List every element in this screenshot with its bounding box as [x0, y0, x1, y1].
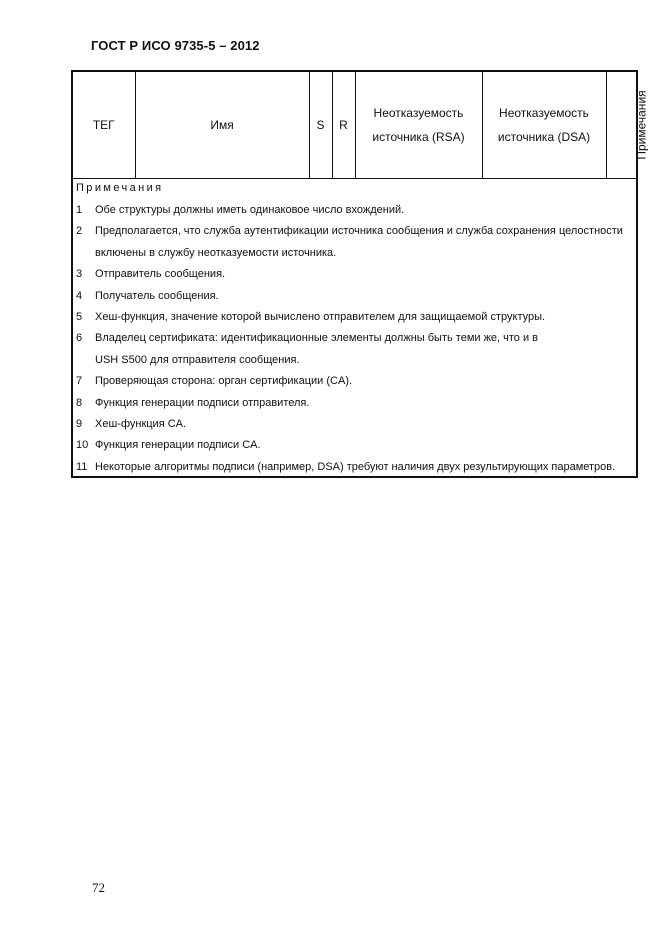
note-text: Хеш-функция CA. — [95, 418, 187, 431]
note-text: Получатель сообщения. — [95, 289, 219, 302]
note-item — [76, 393, 632, 414]
note-item — [76, 328, 632, 349]
column-header-notes-label: Примечания — [634, 90, 649, 160]
notes-title: Примечания — [76, 182, 164, 194]
column-header-notes — [606, 72, 649, 179]
column-header-tag — [73, 72, 135, 179]
note-item — [76, 221, 632, 242]
column-header-name-label: Имя — [210, 118, 234, 132]
note-item — [76, 307, 632, 328]
note-item — [76, 371, 632, 392]
data-table — [71, 70, 649, 478]
column-header-s-label: S — [316, 118, 325, 132]
note-number: 9 — [76, 418, 83, 431]
note-text: Отправитель сообщения. — [95, 268, 226, 281]
note-text: Некоторые алгоритмы подписи (например, DSA) требуют наличия двух результирующих параметров. — [95, 460, 616, 473]
column-header-dsa — [482, 72, 606, 179]
note-text: Владелец сертификата: идентификационные элементы должны быть теми же, что и в — [95, 332, 539, 345]
column-header-rsa — [355, 72, 482, 179]
table-header — [73, 72, 649, 179]
note-number: 7 — [76, 375, 83, 388]
column-header-rsa-line1: Неотказуемость — [373, 106, 464, 120]
note-item — [76, 200, 632, 221]
note-number: 11 — [76, 460, 88, 473]
page-number: 72 — [92, 880, 105, 895]
column-header-tag-label: ТЕГ — [92, 118, 115, 132]
note-number: 4 — [76, 289, 83, 302]
note-item — [76, 286, 632, 307]
note-number: 3 — [76, 268, 83, 281]
note-text: USH S500 для отправителя сообщения. — [95, 353, 300, 366]
column-header-dsa-line2: источника (DSA) — [497, 130, 591, 144]
note-item — [76, 414, 632, 435]
note-number: 2 — [76, 225, 83, 238]
column-header-dsa-line1: Неотказуемость — [499, 106, 589, 120]
note-number: 10 — [76, 439, 89, 452]
note-number: 5 — [76, 311, 83, 324]
note-number: 6 — [76, 332, 83, 345]
note-item — [76, 457, 632, 478]
note-item-continuation — [76, 243, 632, 264]
note-text: Хеш-функция, значение которой вычислено отправителем для защищаемой структуры. — [95, 311, 546, 324]
note-text: Проверяющая сторона: орган сертификации (CA). — [95, 375, 353, 388]
note-number: 1 — [76, 204, 83, 216]
note-item — [76, 264, 632, 285]
notes-section — [76, 180, 632, 478]
column-header-rsa-line2: источника (RSA) — [372, 130, 465, 144]
column-header-name — [135, 72, 309, 179]
column-header-r — [332, 72, 355, 179]
note-item — [76, 435, 632, 456]
note-number: 8 — [76, 396, 83, 409]
note-text: Обе структуры должны иметь одинаковое число вхождений. — [95, 204, 405, 216]
column-header-r-label: R — [339, 118, 348, 132]
document-header: ГОСТ Р ИСО 9735-5 – 2012 — [91, 38, 260, 53]
note-item-continuation — [76, 350, 632, 371]
note-text: включены в службу неотказуемости источника. — [95, 246, 337, 259]
note-text: Предполагается, что служба аутентификации источника сообщения и служба сохранения целостности — [95, 225, 623, 238]
note-text: Функция генерации подписи отправителя. — [95, 396, 310, 409]
column-header-s — [309, 72, 332, 179]
note-text: Функция генерации подписи CA. — [95, 439, 261, 452]
